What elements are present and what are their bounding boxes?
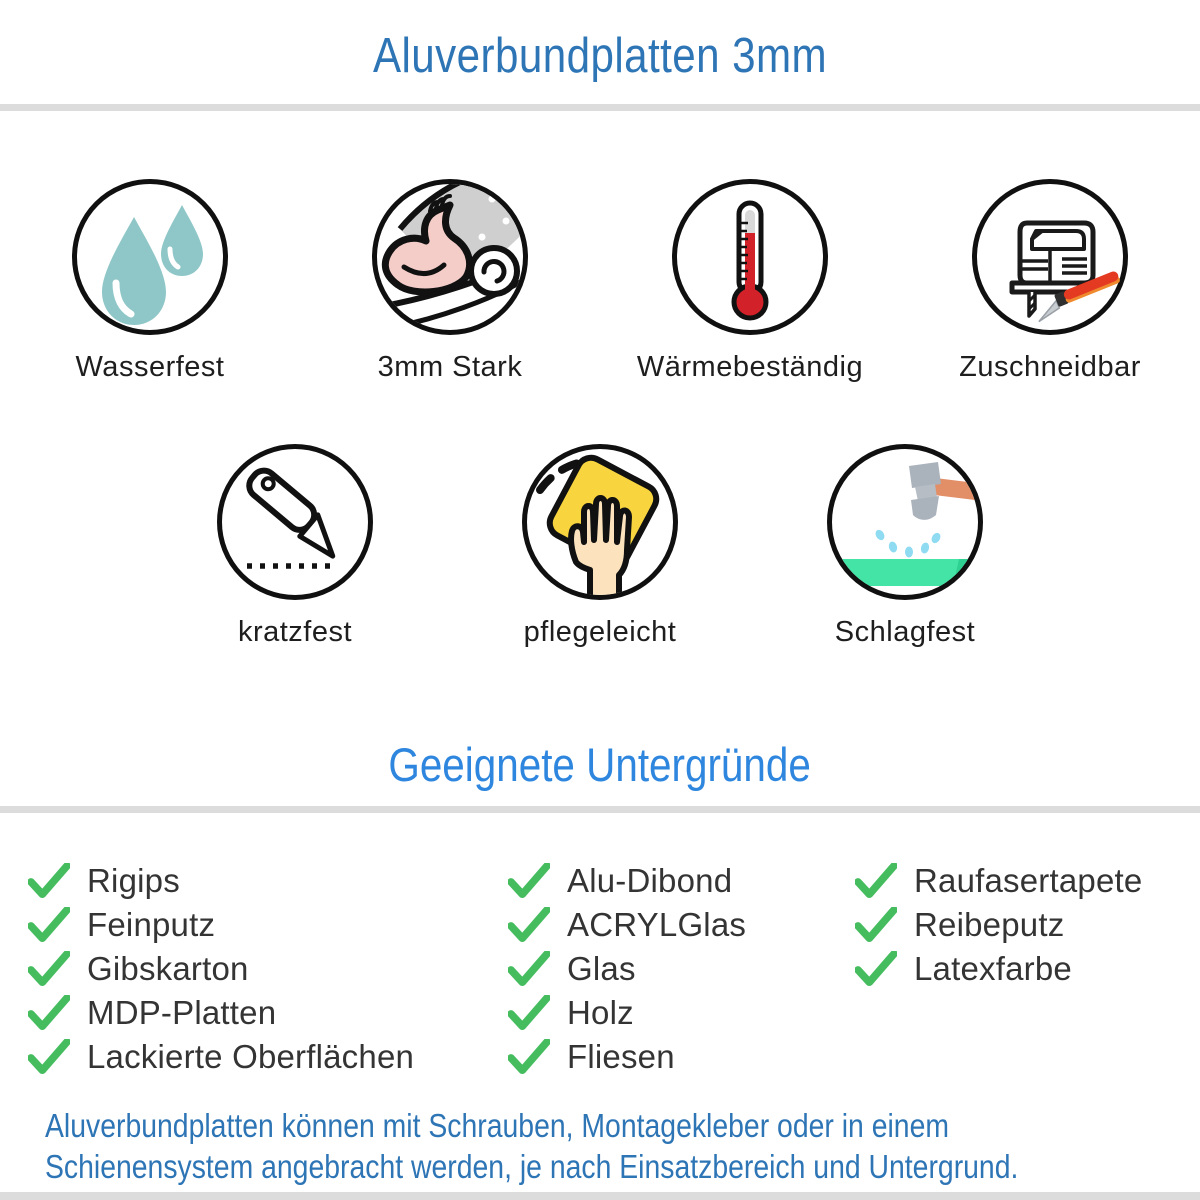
feature-row-2 [0, 442, 1200, 649]
checklist-item [28, 1035, 508, 1079]
checklist-item-label: Lackierte Oberflächen [87, 1038, 415, 1075]
checklist-item [28, 859, 508, 903]
checklist-item-label: Fliesen [567, 1038, 675, 1075]
checklist-column-2 [508, 859, 855, 1079]
feature-label: Wärmebeständig [636, 351, 864, 383]
jigsaw-and-cutter-knife-icon [970, 177, 1130, 337]
checklist-item-label: Feinputz [87, 906, 216, 943]
check-icon [28, 951, 70, 987]
checklist-item [508, 947, 855, 991]
checklist-item-label: Latexfarbe [914, 950, 1072, 987]
feature-card-pflegeleicht [448, 442, 753, 649]
checklist-item [28, 903, 508, 947]
page-title: Aluverbundplatten 3mm [372, 28, 828, 83]
hand-wiping-cloth-icon [520, 442, 680, 602]
substrates-header [0, 737, 1200, 792]
checklist-item [855, 947, 1200, 991]
substrates-title: Geeignete Untergründe [388, 738, 812, 791]
mounting-note [45, 1105, 1200, 1187]
checklist-item-label: Gibskarton [87, 950, 249, 987]
checklist-item-label: Glas [567, 950, 636, 987]
checklist-item [28, 991, 508, 1035]
divider [0, 104, 1200, 111]
water-drops-icon [70, 177, 230, 337]
checklist-item [28, 947, 508, 991]
checklist-item [855, 859, 1200, 903]
check-icon [28, 907, 70, 943]
check-icon [508, 1039, 550, 1075]
feature-card-3mm-stark [300, 177, 600, 384]
checklist-item [508, 903, 855, 947]
utility-knife-scratch-icon [215, 442, 375, 602]
checklist-item-label: MDP-Platten [87, 994, 277, 1031]
checklist-item-label: Reibeputz [914, 906, 1065, 943]
thermometer-icon [670, 177, 830, 337]
feature-card-zuschneidbar [900, 177, 1200, 384]
bottom-divider [0, 1192, 1200, 1200]
check-icon [508, 863, 550, 899]
checklist-column-1 [28, 859, 508, 1079]
feature-card-kratzfest [143, 442, 448, 649]
checklist-column-3 [855, 859, 1200, 1079]
checklist-item-label: ACRYLGlas [567, 906, 747, 943]
checklist-item [508, 859, 855, 903]
page-header [0, 0, 1200, 104]
feature-card-waermebestaendig [600, 177, 900, 384]
feature-row-1 [0, 177, 1200, 384]
feature-label: pflegeleicht [523, 616, 677, 648]
feature-label: Schlagfest [834, 616, 976, 648]
check-icon [28, 863, 70, 899]
mounting-note-line: Aluverbundplatten können mit Schrauben, Montagekleber oder in einem [45, 1107, 950, 1144]
feature-card-schlagfest [753, 442, 1058, 649]
muscle-arm-panel-roll-icon [370, 177, 530, 337]
feature-card-wasserfest [0, 177, 300, 384]
feature-label: kratzfest [237, 616, 353, 648]
feature-label: Zuschneidbar [959, 351, 1141, 383]
check-icon [855, 863, 897, 899]
hammer-impact-icon [825, 442, 985, 602]
check-icon [508, 907, 550, 943]
checklist-item-label: Raufasertapete [914, 862, 1143, 899]
checklist-item-label: Alu-Dibond [567, 862, 733, 899]
check-icon [855, 951, 897, 987]
divider [0, 806, 1200, 813]
checklist-item-label: Holz [567, 994, 634, 1031]
checklist-item [855, 903, 1200, 947]
check-icon [508, 995, 550, 1031]
checklist-item-label: Rigips [87, 862, 180, 899]
checklist-item [508, 991, 855, 1035]
feature-label: Wasserfest [75, 351, 225, 383]
check-icon [855, 907, 897, 943]
check-icon [28, 1039, 70, 1075]
feature-label: 3mm Stark [377, 351, 523, 383]
mounting-note-line: Schienensystem angebracht werden, je nach Einsatzbereich und Untergrund. [45, 1148, 1019, 1185]
check-icon [508, 951, 550, 987]
substrates-checklist [0, 813, 1200, 1079]
check-icon [28, 995, 70, 1031]
checklist-item [508, 1035, 855, 1079]
